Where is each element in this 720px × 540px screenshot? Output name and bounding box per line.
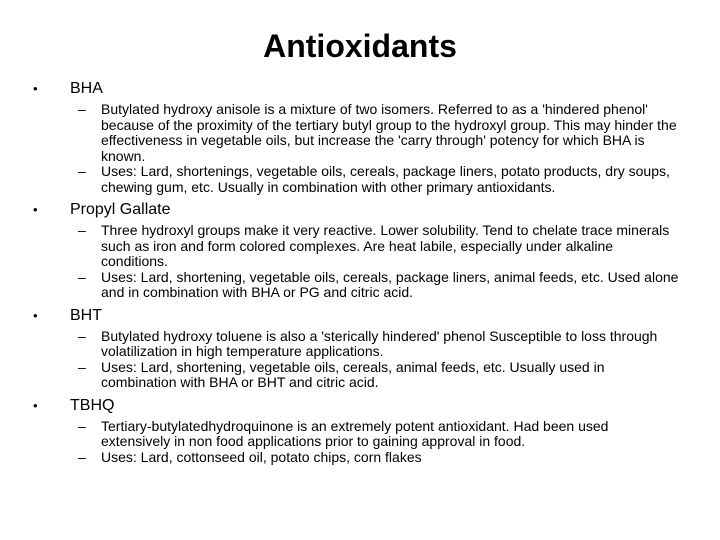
dash-icon: – (78, 222, 86, 238)
sub-item-text: Tertiary-butylatedhydroquinone is an extremely potent antioxidant. Had been used extensively in non food applications prior to gaining approval in food. (101, 417, 609, 449)
bullet-icon: • (33, 307, 38, 323)
bullet-icon: • (33, 202, 38, 217)
section-heading: BHA (70, 80, 103, 97)
bullet-icon: • (33, 397, 38, 413)
section-bht (0, 305, 720, 391)
sub-item (78, 417, 681, 450)
sub-list (0, 419, 720, 466)
sub-list (0, 102, 720, 195)
sub-item (78, 163, 681, 195)
sub-list (0, 223, 720, 301)
dash-icon: – (78, 358, 86, 375)
dash-icon: – (78, 448, 86, 465)
dash-icon: – (78, 417, 86, 434)
section-propyl-gallate (0, 199, 720, 301)
sub-item (78, 222, 681, 270)
sub-item (78, 448, 681, 466)
slide-title: Antioxidants (263, 28, 457, 64)
sub-item (78, 101, 681, 164)
section-heading: Propyl Gallate (70, 201, 171, 218)
dash-icon: – (78, 268, 86, 285)
sub-item-text: Butylated hydroxy toluene is also a 'sterically hindered' phenol Susceptible to loss through volatilization in high temperature applications. (101, 327, 658, 359)
dash-icon: – (78, 101, 86, 117)
sub-item-text: Uses: Lard, shortenings, vegetable oils, cereals, package liners, potato products, dry soups, chewing gum, etc. Usually in combination with other primary antioxidants. (101, 163, 670, 195)
sub-item (78, 327, 681, 360)
bullet-icon: • (33, 81, 38, 96)
dash-icon: – (78, 327, 86, 344)
sub-item-text: Three hydroxyl groups make it very reactive. Lower solubility. Tend to chelate trace minerals such as iron and form colored complexes. Are heat labile, especially under alkaline conditions. (101, 222, 670, 269)
sub-item-text: Uses: Lard, cottonseed oil, potato chips, corn flakes (101, 448, 422, 465)
sub-item-text: Uses: Lard, shortening, vegetable oils, cereals, animal feeds, etc. Usually used in combination with BHA or BHT and citric acid. (101, 358, 605, 390)
sub-list (0, 329, 720, 391)
slide-content (0, 78, 720, 465)
sub-item-text: Butylated hydroxy anisole is a mixture of two isomers. Referred to as a 'hindered phenol' because of the proximity of the tertiary butyl group to the hydroxyl group. This may hinder the effectiveness in vegetable oils, but increase the 'carry through' potency for which BHA is known. (101, 101, 677, 164)
section-bha (0, 78, 720, 195)
sub-item (78, 268, 681, 301)
sub-item (78, 358, 681, 391)
sub-item-text: Uses: Lard, shortening, vegetable oils, cereals, package liners, animal feeds, etc. Used alone and in combination with BHA or PG and citric acid. (101, 268, 679, 300)
section-heading: BHT (70, 306, 102, 324)
dash-icon: – (78, 163, 86, 179)
section-tbhq (0, 395, 720, 466)
section-heading: TBHQ (70, 396, 115, 414)
